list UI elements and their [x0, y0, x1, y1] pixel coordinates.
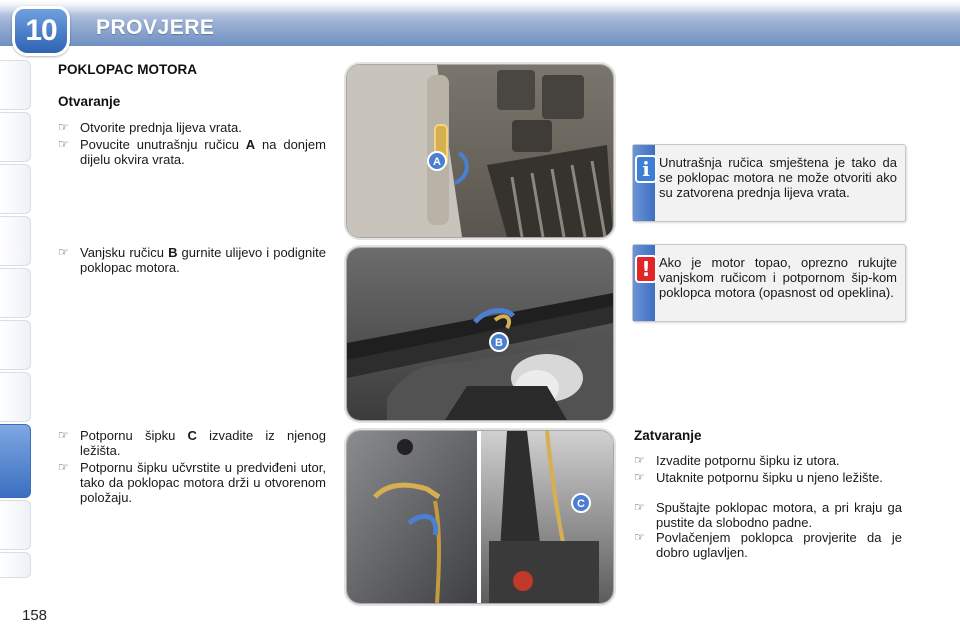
section-title: POKLOPAC MOTORA	[58, 62, 198, 77]
chapter-tab[interactable]	[0, 320, 31, 370]
warning-icon: !	[635, 255, 657, 283]
closing-title: Zatvaranje	[634, 428, 702, 443]
chapter-tab[interactable]	[0, 500, 31, 550]
opening-step-3: ☞ Vanjsku ručicu B gurnite ulijevo i podignite poklopac motora.	[58, 245, 326, 275]
chapter-tab[interactable]	[0, 164, 31, 214]
chapter-title: PROVJERE	[96, 16, 215, 39]
page-number: 158	[22, 607, 48, 624]
photo-label-b: B	[495, 337, 503, 349]
chapter-tab[interactable]	[0, 552, 31, 578]
closing-step-3: ☞ Spuštajte poklopac motora, a pri kraju ga pustite da slobodno padne.	[634, 500, 902, 530]
opening-step-1: ☞ Otvorite prednja lijeva vrata.	[58, 120, 326, 135]
closing-step-2: ☞ Utaknite potpornu šipku u njeno ležište.	[634, 470, 902, 485]
opening-title: Otvaranje	[58, 94, 121, 109]
closing-step-1: ☞ Izvadite potpornu šipku iz utora.	[634, 453, 902, 468]
chapter-tab[interactable]	[0, 372, 31, 422]
opening-step-5: ☞ Potpornu šipku učvrstite u predviđeni utor, tako da poklopac motora drži u otvorenom položaju.	[58, 460, 326, 505]
opening-step-4: ☞ Potpornu šipku C izvadite iz njenog ležišta.	[58, 428, 326, 458]
chapter-tab[interactable]	[0, 60, 31, 110]
photo-label-a: A	[433, 156, 441, 168]
info-note	[632, 144, 906, 222]
photo-interior-handle	[346, 64, 614, 238]
chapter-number-badge: 10	[12, 6, 70, 56]
info-icon: i	[635, 155, 657, 183]
opening-step-2: ☞ Povucite unutrašnju ručicu A na donjem dijelu okvira vrata.	[58, 137, 326, 167]
info-note-text: Unutrašnja ručica smještena je tako da se poklopac motora ne može otvoriti ako su zatvorena prednja lijeva vrata.	[659, 155, 897, 200]
closing-step-4: ☞ Povlačenjem poklopca provjerite da je dobro uglavljen.	[634, 530, 902, 560]
photo-prop-rod	[346, 430, 614, 604]
photo-label-c: C	[577, 498, 585, 510]
chapter-tab-active[interactable]	[0, 424, 31, 498]
header-highlight	[0, 0, 960, 14]
warning-note	[632, 244, 906, 322]
chapter-tab[interactable]	[0, 268, 31, 318]
warning-note-text: Ako je motor topao, oprezno rukujte vanjskom ručicom i potpornom šip-kom poklopca motora (opasnost od opeklina).	[659, 255, 897, 300]
chapter-tab[interactable]	[0, 216, 31, 266]
chapter-tab[interactable]	[0, 112, 31, 162]
photo-exterior-handle	[346, 247, 614, 421]
